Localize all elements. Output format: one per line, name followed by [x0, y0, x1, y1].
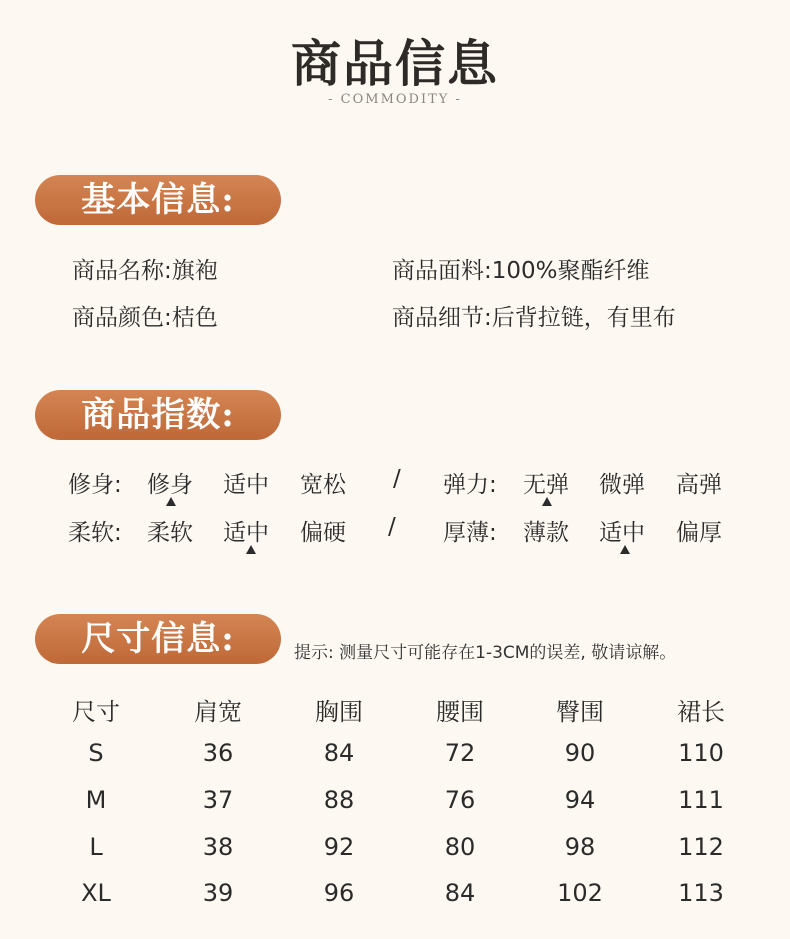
- index-row-fit-stretch: [0, 466, 790, 506]
- column-header: 肩宽: [194, 698, 242, 726]
- size-tip: 提示: 测量尺寸可能存在1-3CM的误差, 敬请谅解。: [294, 643, 677, 663]
- index-separator: /: [388, 514, 396, 540]
- table-cell: S: [88, 739, 104, 767]
- info-name: [72, 252, 218, 285]
- page-subtitle: - COMMODITY -: [328, 92, 462, 107]
- table-cell: 84: [323, 739, 355, 767]
- table-row: [0, 786, 790, 826]
- table-cell: 92: [323, 833, 355, 861]
- table-cell: 39: [202, 879, 234, 907]
- index-option: 无弹: [523, 472, 569, 498]
- column-header: 腰围: [436, 698, 484, 726]
- table-cell: 80: [444, 833, 476, 861]
- table-cell: 102: [557, 879, 603, 907]
- info-label: 商品颜色:: [72, 305, 172, 331]
- selected-marker-icon: [246, 545, 256, 554]
- index-option: 宽松: [300, 472, 346, 498]
- column-header: 裙长: [677, 698, 725, 726]
- info-fabric: [392, 252, 650, 285]
- info-color: [72, 299, 218, 332]
- page-title: 商品信息: [291, 34, 499, 93]
- table-cell: 37: [202, 786, 234, 814]
- index-option: 适中: [223, 520, 269, 546]
- table-cell: 112: [678, 833, 724, 861]
- info-value: 后背拉链，有里布: [491, 305, 676, 331]
- index-label: 柔软:: [68, 520, 122, 546]
- column-header: 尺寸: [72, 698, 120, 726]
- table-cell: 72: [444, 739, 476, 767]
- selected-marker-icon: [166, 497, 176, 506]
- table-cell: 94: [564, 786, 596, 814]
- index-option: 高弹: [676, 472, 722, 498]
- info-label: 商品名称:: [72, 258, 172, 284]
- index-option: 薄款: [523, 520, 569, 546]
- index-option: 偏硬: [300, 520, 346, 546]
- info-detail: [392, 299, 676, 332]
- index-option: 适中: [223, 472, 269, 498]
- table-row: [0, 833, 790, 873]
- table-cell: 36: [202, 739, 234, 767]
- index-label: 弹力:: [443, 472, 497, 498]
- column-header: 胸围: [315, 698, 363, 726]
- table-cell: 96: [323, 879, 355, 907]
- table-cell: 113: [678, 879, 724, 907]
- table-cell: 84: [444, 879, 476, 907]
- info-label: 商品面料:: [392, 258, 492, 284]
- size-table-header: [0, 692, 790, 732]
- table-cell: 90: [564, 739, 596, 767]
- table-cell: XL: [81, 879, 111, 907]
- index-separator: /: [393, 466, 401, 492]
- size-info-heading: 尺寸信息:: [35, 614, 281, 664]
- index-label: 修身:: [68, 472, 122, 498]
- table-cell: 38: [202, 833, 234, 861]
- index-option: 微弹: [599, 472, 645, 498]
- info-value: 桔色: [171, 305, 218, 331]
- table-cell: L: [89, 833, 103, 861]
- table-row: [0, 739, 790, 779]
- table-cell: 98: [564, 833, 596, 861]
- product-index-heading: 商品指数:: [35, 390, 281, 440]
- index-option: 柔软: [147, 520, 193, 546]
- table-cell: 88: [323, 786, 355, 814]
- column-header: 臀围: [556, 698, 604, 726]
- info-value: 100%聚酯纤维: [491, 258, 650, 284]
- index-option: 修身: [147, 472, 193, 498]
- table-cell: 110: [678, 739, 724, 767]
- info-value: 旗袍: [171, 258, 218, 284]
- basic-info-heading: 基本信息:: [35, 175, 281, 225]
- info-label: 商品细节:: [392, 305, 492, 331]
- index-option: 适中: [599, 520, 645, 546]
- index-row-soft-thickness: [0, 514, 790, 554]
- table-cell: M: [85, 786, 107, 814]
- selected-marker-icon: [542, 497, 552, 506]
- table-row: [0, 879, 790, 919]
- selected-marker-icon: [620, 545, 630, 554]
- table-cell: 111: [678, 786, 724, 814]
- index-label: 厚薄:: [443, 520, 497, 546]
- index-option: 偏厚: [676, 520, 722, 546]
- table-cell: 76: [444, 786, 476, 814]
